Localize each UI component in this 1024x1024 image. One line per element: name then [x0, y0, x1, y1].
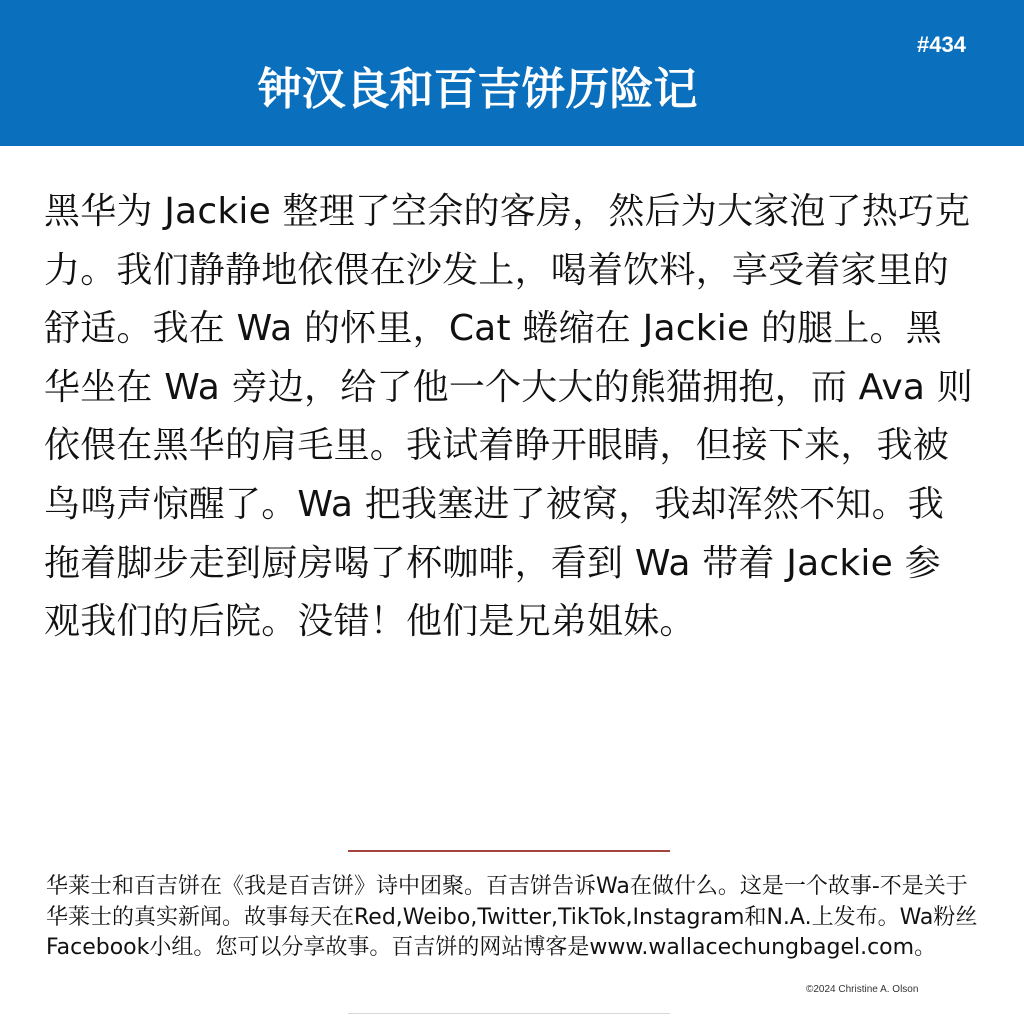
- story-text: 黑华为 Jackie 整理了空余的客房，然后为大家泡了热巧克力。我们静静地依偎在沙发上，喝着饮料，享受着家里的舒适。我在 Wa 的怀里，Cat 蜷缩在 Jackie 的腿上。黑华坐在 Wa 旁边，给了他一个大大的熊猫拥抱，而 Ava 则依偎在黑华的肩毛里。我试着睁开眼睛，但接下来，我被鸟鸣声惊醒了。Wa 把我塞进了被窝，我却浑然不知。我拖着脚步走到厨房喝了杯咖啡，看到 Wa 带着 Jackie 参观我们的后院。没错！他们是兄弟姐妹。: [44, 191, 974, 643]
- page-title: 钟汉良和百吉饼历险记: [257, 64, 698, 115]
- bottom-divider: [348, 1013, 670, 1014]
- footer-divider: [348, 850, 670, 852]
- header-banner: [0, 0, 1024, 146]
- episode-number: #434: [917, 32, 966, 57]
- copyright-text: ©2024 Christine A. Olson: [806, 984, 919, 995]
- footer-note: 华莱士和百吉饼在《我是百吉饼》诗中团聚。百吉饼告诉Wa在做什么。这是一个故事-不是关于华莱士的真实新闻。故事每天在Red,Weibo,Twitter,TikTok,Instagram和N.A.上发布。Wa粉丝Facebook小组。您可以分享故事。百吉饼的网站博客是www.wallacechungbagel.com。: [46, 874, 978, 960]
